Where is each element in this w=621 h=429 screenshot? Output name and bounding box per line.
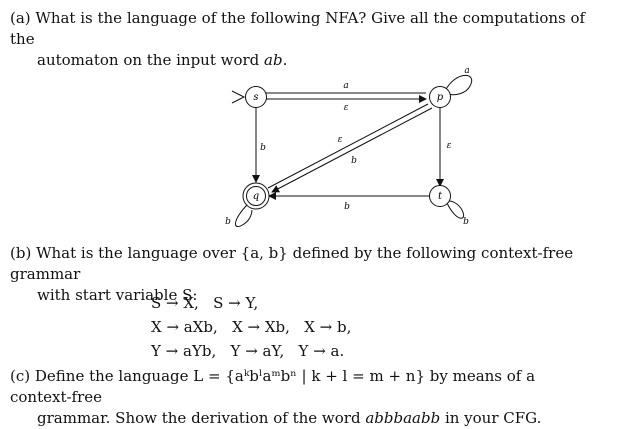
state-s bbox=[246, 87, 267, 108]
grammar-row-1: S → X, S → Y, bbox=[151, 294, 259, 312]
state-t-label: t bbox=[437, 191, 443, 202]
label-p-q-b: b bbox=[351, 156, 357, 166]
question-c-line2: grammar. Show the derivation of the word abbbaabb in your CFG. bbox=[37, 409, 542, 427]
question-b bbox=[10, 243, 600, 306]
edge-p-q-eps bbox=[268, 104, 428, 188]
edge-p-q-b bbox=[272, 108, 432, 192]
question-a-line2: automaton on the input word ab. bbox=[37, 51, 288, 69]
state-t bbox=[430, 186, 451, 207]
state-p-label: p bbox=[436, 92, 444, 103]
grammar-row-3: Y → aYb, Y → aY, Y → a. bbox=[151, 342, 345, 360]
state-q-accepting bbox=[243, 183, 269, 209]
label-p-t: ε bbox=[446, 141, 452, 151]
label-t-loop: b bbox=[463, 217, 469, 227]
question-a-line1: (a) What is the language of the following NFA? Give all the computations of the bbox=[10, 9, 586, 48]
grammar-row-2: X → aXb, X → Xb, X → b, bbox=[151, 318, 352, 336]
label-s-q: b bbox=[260, 143, 266, 153]
state-p bbox=[430, 87, 451, 108]
state-s-label: s bbox=[253, 92, 259, 103]
label-p-q-eps: ε bbox=[337, 135, 343, 145]
word-abbbaabb: abbbaabb bbox=[365, 409, 441, 427]
word-ab: ab bbox=[264, 51, 283, 69]
label-s-p-eps: ε bbox=[343, 103, 349, 113]
state-q-label: q bbox=[252, 191, 260, 202]
question-b-line1: (b) What is the language over {a, b} defined by the following context-free grammar bbox=[10, 244, 574, 283]
label-q-loop: b bbox=[225, 217, 231, 227]
loop-t bbox=[447, 201, 464, 218]
label-t-q: b bbox=[344, 202, 350, 212]
label-s-p-a: a bbox=[343, 81, 349, 91]
initial-arrow bbox=[232, 91, 244, 103]
question-c-line1: (c) Define the language L = {aᵏbˡaᵐbⁿ | k + l = m + n} by means of a context-free bbox=[10, 367, 536, 406]
question-b-line2: with start variable S: bbox=[37, 286, 198, 304]
label-p-loop: a bbox=[464, 66, 470, 76]
